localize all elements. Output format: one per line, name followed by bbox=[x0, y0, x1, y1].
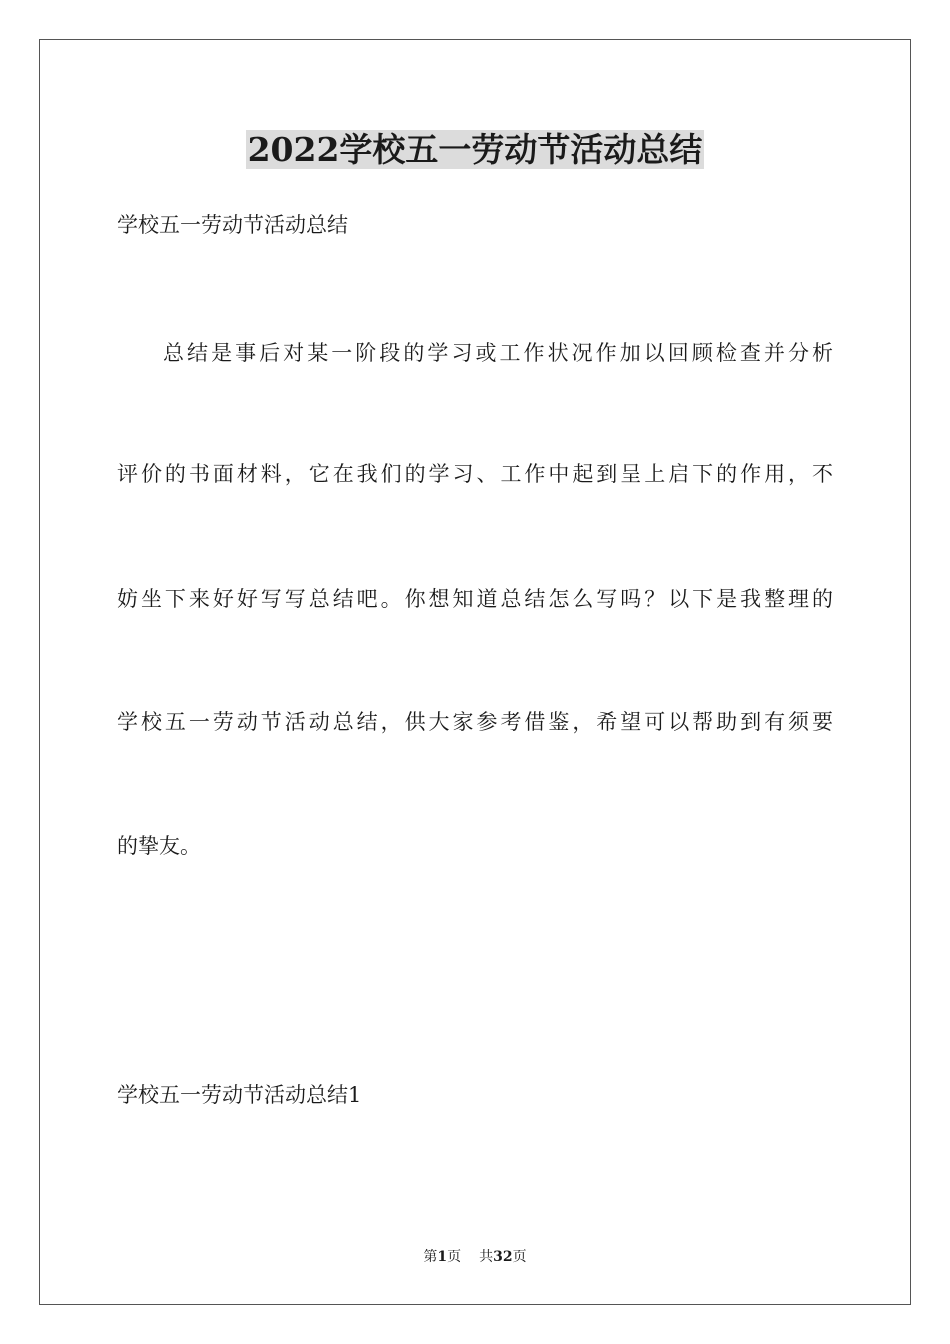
paragraph-line-2: 评价的书面材料，它在我们的学习、工作中起到呈上启下的作用，不 bbox=[117, 462, 833, 486]
paragraph-line-4: 学校五一劳动节活动总结，供大家参考借鉴，希望可以帮助到有须要 bbox=[117, 710, 833, 734]
paragraph-line-3: 妨坐下来好好写写总结吧。你想知道总结怎么写吗？以下是我整理的 bbox=[117, 587, 833, 611]
document-title bbox=[0, 124, 950, 176]
footer-page-suffix: 页 bbox=[447, 1249, 462, 1265]
paragraph-line-1: 总结是事后对某一阶段的学习或工作状况作加以回顾检查并分析 bbox=[163, 341, 833, 365]
page-footer bbox=[0, 1247, 950, 1267]
footer-page-prefix: 第 bbox=[423, 1249, 438, 1265]
footer-page-number: 1 bbox=[437, 1249, 448, 1265]
footer-total-pages: 32 bbox=[493, 1249, 513, 1265]
paragraph-line-5: 的挚友。 bbox=[117, 834, 201, 858]
footer-total-prefix: 共 bbox=[479, 1249, 494, 1265]
footer-total-suffix: 页 bbox=[512, 1249, 527, 1265]
section-heading: 学校五一劳动节活动总结1 bbox=[117, 1083, 362, 1107]
document-subtitle: 学校五一劳动节活动总结 bbox=[117, 213, 348, 237]
document-title-text: 2022学校五一劳动节活动总结 bbox=[247, 130, 703, 169]
